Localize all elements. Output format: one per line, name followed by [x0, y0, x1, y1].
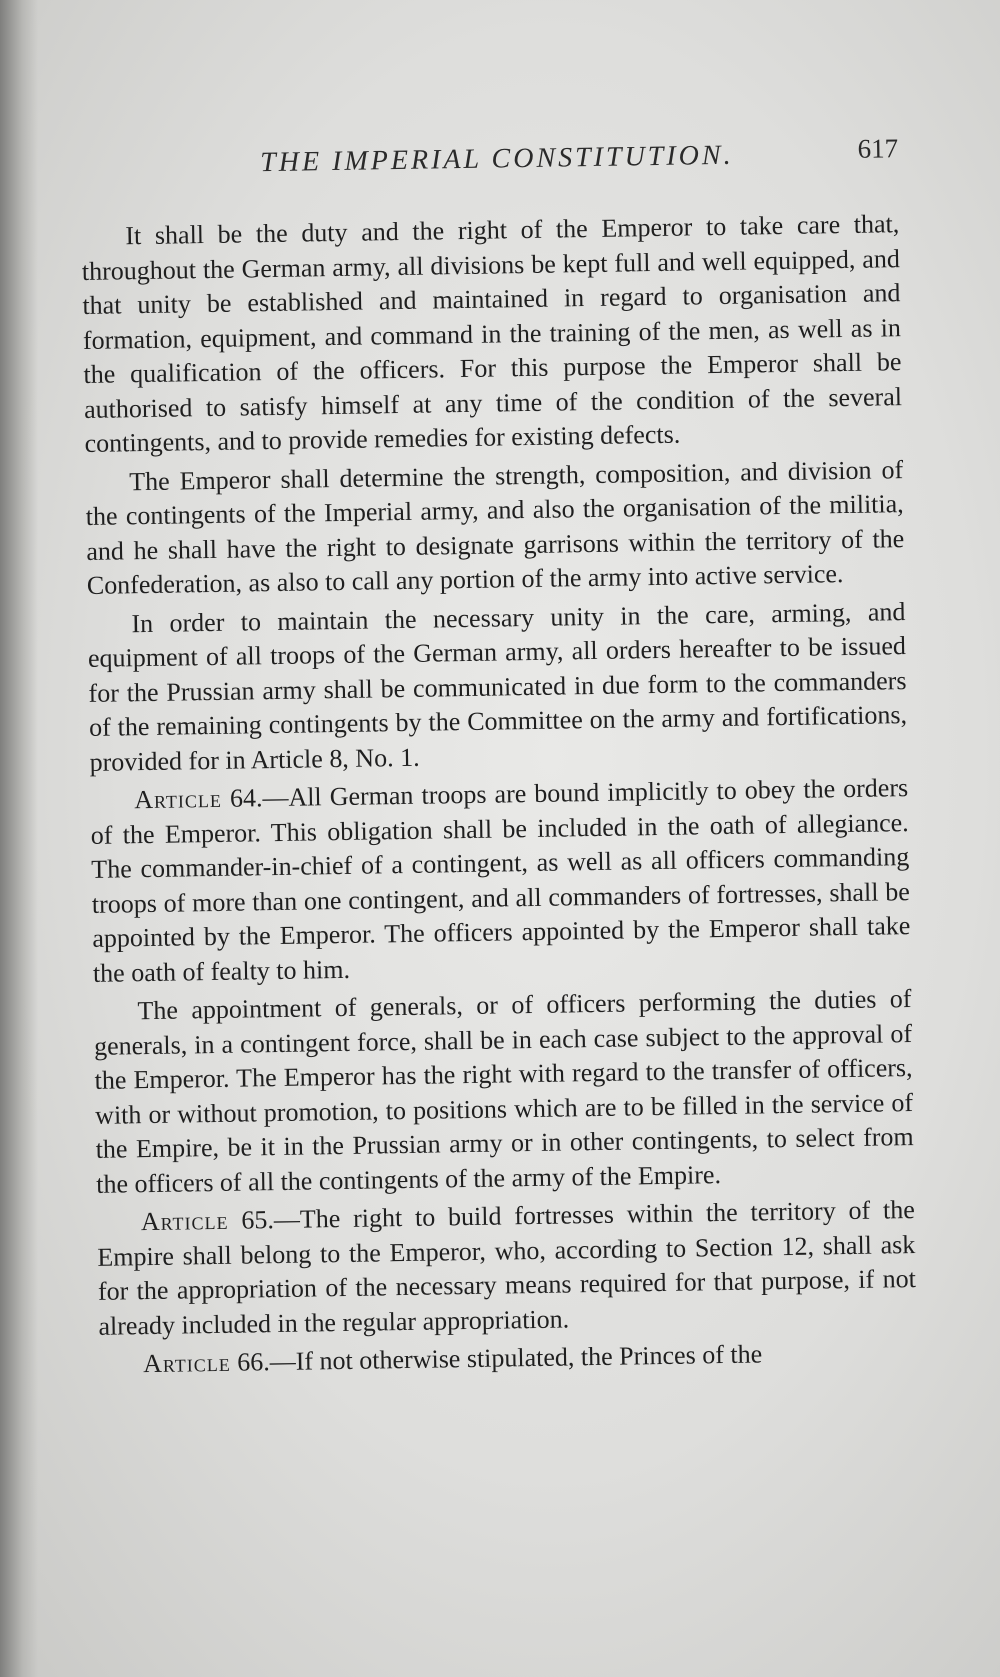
- page-header: [80, 133, 899, 210]
- page-number: 617: [857, 133, 899, 164]
- paragraph-text: 65.—The right to build fortresses within the territory of the Empire shall belong to the Emperor, who, according to Section 12, shall ask for the appropriation of the necessary means required for that purpose, if not already included in the regular appropriation.: [97, 1195, 917, 1341]
- paragraph-article-65: [97, 1193, 917, 1344]
- paragraph-text: In order to maintain the necessary unity in the care, arming, and equipment of all troops of the German army, all orders hereafter to be issued for the Prussian army shall be communicated in due form to the commanders of the remaining contingents by the Committee on the army and fortifications, provided for in Article 8, No. 1.: [87, 596, 908, 777]
- article-label: Article: [142, 1347, 231, 1379]
- running-head: THE IMPERIAL CONSTITUTION.: [259, 139, 734, 179]
- paragraph-text: The Emperor shall determine the strength, composition, and division of the contingents of the Imperial army, and also the organisation of the militia, and he shall have the right to designate garrisons within the territory of the Confederation, as also to call any portion of the army into active service.: [85, 454, 905, 600]
- paragraph-article-66: [99, 1335, 917, 1382]
- page-content: [80, 133, 917, 1386]
- paragraph-article-64: [90, 771, 911, 991]
- paragraph-text: 64.—All German troops are bound implicitly to obey the orders of the Emperor. This obligation shall be included in the oath of allegiance. The commander-in-chief of a contingent, as well as all officers commanding troops of more than one contingent, and all commanders of fortresses, shall be appointed by the Emperor. The officers appointed by the Emperor shall take the oath of fealty to him.: [90, 773, 911, 988]
- article-label: Article: [140, 1205, 229, 1237]
- paragraph-text: 66.—If not otherwise stipulated, the Princes of the: [230, 1339, 763, 1377]
- paragraph-duty-of-emperor: [81, 207, 903, 461]
- paragraph-unity-orders: [87, 595, 908, 780]
- article-label: Article: [133, 783, 223, 815]
- paragraph-text: The appointment of generals, or of officers performing the duties of generals, in a contingent force, shall be in each case subject to the approval of the Emperor. The Emperor has the right with regard to the transfer of officers, with or without promotion, to positions which are to be filled in the service of the Empire, be it in the Prussian army or in other contingents, to select from the officers of all the contingents of the army of the Empire.: [93, 984, 914, 1199]
- paragraph-text: It shall be the duty and the right of the Emperor to take care that, throughout the German army, all divisions be kept full and well equipped, and that unity be established and maintained in regard to organisation and formation, equipment, and command in the training of the men, as well as in the qualification of the officers. For this purpose the Emperor shall be authorised to satisfy himself at any time of the condition of the several contingents, and to provide remedies for existing defects.: [81, 209, 903, 458]
- paragraph-appointment-generals: [93, 982, 914, 1202]
- paragraph-strength-composition: [85, 453, 905, 604]
